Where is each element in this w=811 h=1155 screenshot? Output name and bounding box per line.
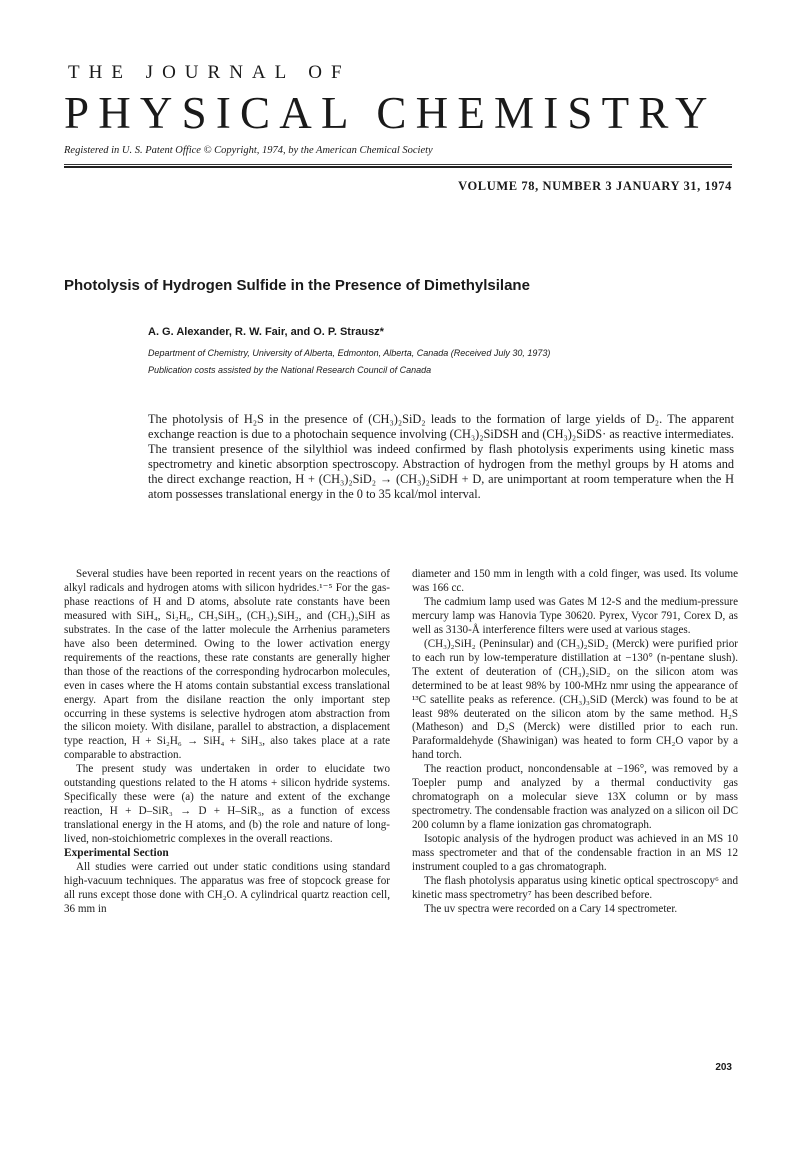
section-heading: Experimental Section [64,847,169,860]
abstract-text: The photolysis of H₂S in the presence of (CH₃)₂SiD₂ leads to the formation of large yields of D₂. The apparent exchange reaction is due to a photochain sequence involving (CH₃)₂SiDSH and (CH₃)₂SiDS· as reactive intermediates. The transient presence of the silylthiol was indeed confirmed by flash photolysis experiments using kinetic mass spectrometry and kinetic absorption spectroscopy. Abstraction of hydrogen from the methyl groups by H atoms and the direct exchange reaction, H + (CH₃)₂SiD₂ → (CH₃)₂SiDH + D, are unimportant at room temperature when the H atom possesses translational energy in the 0 to 35 kcal/mol interval. [148,412,734,501]
abstract [148,412,734,502]
body-column-left [64,568,390,917]
volume-issue-date: VOLUME 78, NUMBER 3 JANUARY 31, 1974 [458,179,732,193]
journal-name-top: THE JOURNAL OF [68,62,351,83]
copyright-line: Registered in U. S. Patent Office © Copyright, 1974, by the American Chemical Society [64,145,433,156]
paragraph: The reaction product, noncondensable at −196°, was removed by a Toepler pump and analyzed by a thermal conductivity gas chromatograph on a molecular sieve 13X column or by mass spectrometry. The condensable fraction was analyzed on a silicon oil DC 200 column by a flame ionization gas chromatograph. [412,763,738,832]
article-authors: A. G. Alexander, R. W. Fair, and O. P. Strausz* [148,326,384,338]
header-rule-thick [64,166,732,168]
paragraph: Isotopic analysis of the hydrogen product was achieved in an MS 10 mass spectrometer and that of the condensable fraction in an MS 12 instrument coupled to a gas chromatograph. [412,833,738,874]
funding-note: Publication costs assisted by the National Research Council of Canada [148,365,432,375]
page-number: 203 [715,1062,732,1073]
paragraph: diameter and 150 mm in length with a cold finger, was used. Its volume was 166 cc. [412,568,738,594]
body-column-right [412,568,738,917]
paragraph: (CH₃)₂SiH₂ (Peninsular) and (CH₃)₂SiD₂ (Merck) were purified prior to each run by low-temperature distillation at −130° (n-pentane slush). The extent of deuteration of (CH₃)₂SiD₂ on the silicon atom was determined to be at least 98% by 100-MHz nmr using the appearance of ¹³C satellite peaks as reference. (CH₃)₃SiD (Merck) was found to be at least 98% deuterated on the silicon atom by the same method. H₂S (Matheson) and D₂S (Merck) were distilled prior to each run. Paraformaldehyde (Shawinigan) was heated to form CH₂O vapor by a hand torch. [412,637,738,762]
journal-name-main: PHYSICAL CHEMISTRY [64,88,717,138]
paragraph: All studies were carried out under static conditions using standard high-vacuum techniques. The apparatus was free of stopcock grease for all runs except those done with CH₂O. A cylindrical quartz reaction cell, 36 mm in [64,861,390,915]
paragraph: The present study was undertaken in order to elucidate two outstanding questions related to the H atoms + silicon hydride systems. Specifically these were (a) the nature and extent of the exchange reaction, H + D–SiR₃ → D + H–SiR₃, as a function of excess translational energy in the H atoms, and (b) the role and nature of long-lived, non-stoichiometric complexes in the overall reactions. [64,763,390,846]
paragraph: Several studies have been reported in recent years on the reactions of alkyl radicals and hydrogen atoms with silicon hydrides.¹⁻⁵ For the gas-phase reactions of H and D atoms, absolute rate constants have been measured with SiH₄, Si₂H₆, CH₃SiH₃, (CH₃)₂SiH₂, and (CH₃)₃SiH as substrates. In the case of the latter molecule the Arrhenius parameters have also been determined. Owing to the lower activation energy requirements of the reactions, these rate constants are generally higher than those of the reactions of the corresponding hydrocarbon molecules, even in cases where the H atoms contain substantial excess translational energy. Apart from the disilane reaction the only important step occurring in these systems is selective hydrogen atom abstraction from the silicon moiety. With disilane, parallel to abstraction, a displacement type reaction, H + Si₂H₆ → SiH₄ + SiH₃, also takes place at a rate comparable to abstraction. [64,568,390,762]
paragraph: The uv spectra were recorded on a Cary 14 spectrometer. [424,902,678,915]
article-title: Photolysis of Hydrogen Sulfide in the Presence of Dimethylsilane [64,277,530,294]
header-rule-thin [64,164,732,165]
paragraph: The cadmium lamp used was Gates M 12-S and the medium-pressure mercury lamp was Hanovia Type 30620. Pyrex, Vycor 791, Corex D, as well as 3130-Å interference filters were used at various stages. [412,595,738,636]
paragraph: The flash photolysis apparatus using kinetic optical spectroscopy⁶ and kinetic mass spectrometry⁷ has been described before. [412,874,738,901]
author-affiliation: Department of Chemistry, University of Alberta, Edmonton, Alberta, Canada (Received July 30, 1973) [148,348,551,358]
